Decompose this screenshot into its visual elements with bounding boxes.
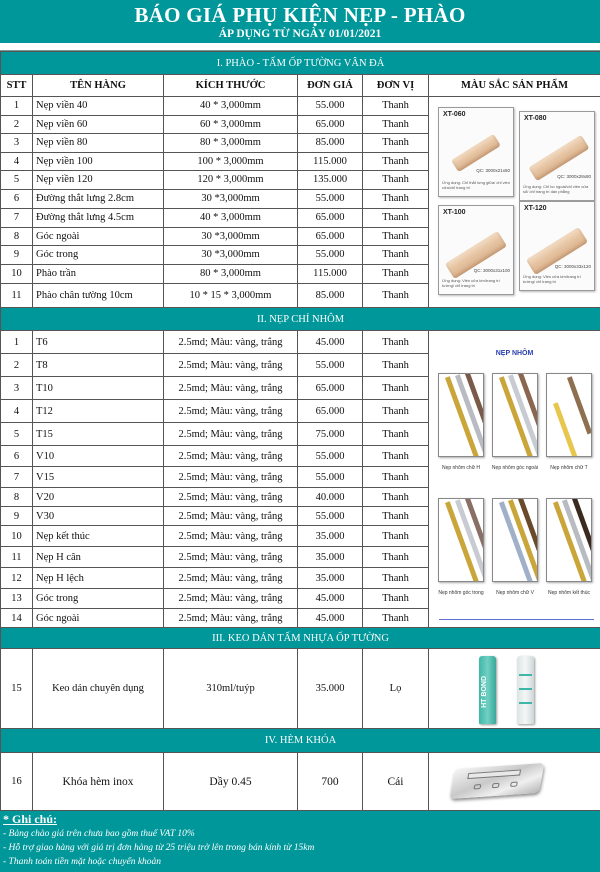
cell-size: 2.5md; Màu: vàng, trắng <box>164 568 298 589</box>
glue-tube-back <box>517 656 534 724</box>
cell-unit: Thanh <box>363 171 429 190</box>
section-2-table <box>0 307 600 629</box>
cell-name: Đường thắt lưng 2.8cm <box>33 189 164 208</box>
glue-tubes <box>429 650 600 728</box>
cell-price: 35.000 <box>298 547 363 568</box>
cell-stt: 11 <box>1 547 33 568</box>
cell-price: 55.000 <box>298 189 363 208</box>
aluminium-trim-images <box>429 331 600 629</box>
cell-unit: Thanh <box>363 400 429 423</box>
alu-label: Nẹp nhôm góc ngoài <box>491 464 539 471</box>
spacer <box>0 43 600 51</box>
column-header-row <box>1 75 600 97</box>
cell-stt: 15 <box>1 649 33 729</box>
cell-unit: Thanh <box>363 423 429 446</box>
cell-price: 75.000 <box>298 423 363 446</box>
cell-price: 45.000 <box>298 331 363 354</box>
notes-heading: * Ghi chú: <box>3 812 58 826</box>
card-qc: QC: 3000x33x120 <box>554 264 591 270</box>
cell-stt: 10 <box>1 264 33 283</box>
cell-name: Nẹp viền 120 <box>33 171 164 190</box>
cell-name: V30 <box>33 507 164 526</box>
product-card-xt080 <box>519 111 595 201</box>
cell-price: 35.000 <box>298 526 363 547</box>
cell-price: 55.000 <box>298 246 363 265</box>
section-header <box>1 308 600 331</box>
cell-unit: Thanh <box>363 152 429 171</box>
cell-stt: 13 <box>1 589 33 609</box>
cell-price: 700 <box>298 753 363 811</box>
cell-name: Đường thắt lưng 4.5cm <box>33 208 164 227</box>
cell-price: 85.000 <box>298 283 363 307</box>
cell-size: 310ml/tuýp <box>164 649 298 729</box>
section-3-table <box>0 627 600 729</box>
cell-size: 80 * 3,000mm <box>164 264 298 283</box>
cell-unit: Thanh <box>363 507 429 526</box>
cell-unit: Thanh <box>363 134 429 153</box>
cell-size: 2.5md; Màu: vàng, trắng <box>164 609 298 629</box>
cell-name: Góc ngoài <box>33 609 164 629</box>
cell-size: 2.5md; Màu: vàng, trắng <box>164 526 298 547</box>
cell-name: T10 <box>33 377 164 400</box>
note-line: - Thanh toán tiền mặt hoặc chuyển khoản <box>3 857 162 867</box>
product-color-images <box>429 97 600 308</box>
cell-price: 65.000 <box>298 400 363 423</box>
section-4-table <box>0 728 600 811</box>
alu-image-h <box>438 373 484 457</box>
cell-size: 60 * 3,000mm <box>164 115 298 134</box>
cell-stt: 7 <box>1 208 33 227</box>
col-unit: ĐƠN VỊ <box>363 75 429 97</box>
section-header <box>1 628 600 649</box>
cell-size: 2.5md; Màu: vàng, trắng <box>164 547 298 568</box>
gallery-title: NẸP NHÔM <box>495 349 534 357</box>
clip-plate <box>450 762 545 798</box>
cell-stt: 6 <box>1 189 33 208</box>
cell-stt: 3 <box>1 377 33 400</box>
cell-size: 2.5md; Màu: vàng, trắng <box>164 507 298 526</box>
cell-name: V10 <box>33 446 164 467</box>
cell-size: 100 * 3,000mm <box>164 152 298 171</box>
cell-stt: 10 <box>1 526 33 547</box>
cell-unit: Thanh <box>363 283 429 307</box>
cell-size: 2.5md; Màu: vàng, trắng <box>164 423 298 446</box>
cell-size: 2.5md; Màu: vàng, trắng <box>164 377 298 400</box>
cell-size: 2.5md; Màu: vàng, trắng <box>164 331 298 354</box>
col-stt: STT <box>1 75 33 97</box>
cell-name: T15 <box>33 423 164 446</box>
cell-unit: Thanh <box>363 331 429 354</box>
cell-size: 2.5md; Màu: vàng, trắng <box>164 446 298 467</box>
title-band <box>0 0 600 43</box>
card-qc: QC: 3000x21x60 <box>476 168 510 174</box>
card-usage: Ứng dụng: Viền cửa lớn/trang trí tường/ chỉ trang trí <box>523 274 581 285</box>
glue-image <box>429 649 600 729</box>
cell-name: Góc trong <box>33 589 164 609</box>
cell-size: 30 *3,000mm <box>164 246 298 265</box>
card-qc: QC: 3000x28x80 <box>557 174 591 180</box>
page-title: BÁO GIÁ PHỤ KIỆN NẸP - PHÀO <box>134 3 466 27</box>
cell-unit: Thanh <box>363 354 429 377</box>
col-color: MÀU SẮC SẢN PHẨM <box>429 75 600 97</box>
cell-name: Keo dán chuyên dụng <box>33 649 164 729</box>
table-row <box>1 97 600 116</box>
cell-stt: 14 <box>1 609 33 629</box>
cell-name: Nẹp kết thúc <box>33 526 164 547</box>
cell-size: 80 * 3,000mm <box>164 134 298 153</box>
cell-stt: 5 <box>1 171 33 190</box>
cell-size: 120 * 3,000mm <box>164 171 298 190</box>
cell-price: 40.000 <box>298 488 363 507</box>
cell-stt: 3 <box>1 134 33 153</box>
table-row <box>1 649 600 729</box>
col-size: KÍCH THƯỚC <box>164 75 298 97</box>
cell-stt: 4 <box>1 152 33 171</box>
card-code: XT-100 <box>443 209 466 217</box>
product-card-xt100 <box>438 205 514 295</box>
cell-unit: Cái <box>363 753 429 811</box>
alu-image-end <box>546 498 592 582</box>
cell-name: Nẹp H cân <box>33 547 164 568</box>
alu-label: Nẹp nhôm chữ H <box>441 464 481 471</box>
cell-size: 2.5md; Màu: vàng, trắng <box>164 467 298 488</box>
card-code: XT-080 <box>524 115 547 123</box>
cell-name: Phào chân tường 10cm <box>33 283 164 307</box>
cell-size: 40 * 3,000mm <box>164 97 298 116</box>
cell-price: 55.000 <box>298 446 363 467</box>
cell-price: 45.000 <box>298 609 363 629</box>
cell-unit: Thanh <box>363 446 429 467</box>
cell-name: Nẹp viền 40 <box>33 97 164 116</box>
cell-size: 2.5md; Màu: vàng, trắng <box>164 354 298 377</box>
cell-name: Góc ngoài <box>33 227 164 246</box>
cell-unit: Thanh <box>363 568 429 589</box>
card-usage: Ứng dụng: Chỉ thắt lưng giữa/ chỉ viền cửa/chỉ trang trí <box>442 180 510 191</box>
section-4-title: IV. HÈM KHÓA <box>1 729 600 753</box>
cell-unit: Thanh <box>363 547 429 568</box>
section-1-title: I. PHÀO - TẤM ỐP TƯỜNG VÂN ĐÁ <box>1 52 600 75</box>
card-qc: QC: 3000x31x100 <box>473 268 510 274</box>
cell-price: 35.000 <box>298 649 363 729</box>
note-line: - Hỗ trợ giao hàng với giá trị đơn hàng từ 25 triệu trở lên trong bán kính từ 15km <box>3 843 315 853</box>
cell-size: 10 * 15 * 3,000mm <box>164 283 298 307</box>
alu-label: Nẹp nhôm chữ V <box>496 589 534 596</box>
cell-unit: Thanh <box>363 377 429 400</box>
cell-size: 2.5md; Màu: vàng, trắng <box>164 488 298 507</box>
cell-stt: 12 <box>1 568 33 589</box>
cell-stt: 4 <box>1 400 33 423</box>
cell-price: 35.000 <box>298 568 363 589</box>
note-line: - Bảng chào giá trên chưa bao gồm thuế VAT 10% <box>3 829 195 839</box>
cell-unit: Thanh <box>363 115 429 134</box>
cell-stt: 1 <box>1 97 33 116</box>
lock-clip-image <box>429 753 600 811</box>
cell-unit: Thanh <box>363 526 429 547</box>
cell-price: 55.000 <box>298 354 363 377</box>
cell-unit: Thanh <box>363 227 429 246</box>
cell-size: 2.5md; Màu: vàng, trắng <box>164 589 298 609</box>
cell-unit: Thanh <box>363 208 429 227</box>
cell-stt: 16 <box>1 753 33 811</box>
section-3-title: III. KEO DÁN TẤM NHỰA ỐP TƯỜNG <box>1 628 600 649</box>
cell-stt: 11 <box>1 283 33 307</box>
card-usage: Ứng dụng: Viền cửa lớn/trang trí tường/ chỉ trang trí <box>442 278 500 289</box>
col-name: TÊN HÀNG <box>33 75 164 97</box>
cell-size: 30 *3,000mm <box>164 227 298 246</box>
cell-size: 40 * 3,000mm <box>164 208 298 227</box>
lock-clip <box>429 754 600 810</box>
cell-size: 2.5md; Màu: vàng, trắng <box>164 400 298 423</box>
cell-unit: Thanh <box>363 488 429 507</box>
cell-unit: Thanh <box>363 467 429 488</box>
table-row <box>1 753 600 811</box>
card-code: XT-120 <box>524 205 547 213</box>
alu-image-outer-corner <box>492 373 538 457</box>
cell-price: 85.000 <box>298 134 363 153</box>
cell-price: 45.000 <box>298 589 363 609</box>
stone-molding-cards <box>429 97 600 306</box>
cell-unit: Thanh <box>363 589 429 609</box>
section-header <box>1 729 600 753</box>
cell-price: 115.000 <box>298 152 363 171</box>
cell-price: 65.000 <box>298 227 363 246</box>
cell-size: Dầy 0.45 <box>164 753 298 811</box>
cell-stt: 2 <box>1 115 33 134</box>
divider <box>439 619 594 620</box>
cell-name: Nẹp viền 100 <box>33 152 164 171</box>
product-card-xt060 <box>438 107 514 197</box>
cell-stt: 8 <box>1 488 33 507</box>
molding-image <box>451 134 501 172</box>
product-card-xt120 <box>519 201 595 291</box>
cell-name: T6 <box>33 331 164 354</box>
alu-image-t <box>546 373 592 457</box>
cell-name: Phào trần <box>33 264 164 283</box>
cell-price: 55.000 <box>298 97 363 116</box>
cell-unit: Thanh <box>363 97 429 116</box>
cell-name: Nẹp viền 60 <box>33 115 164 134</box>
cell-size: 30 *3,000mm <box>164 189 298 208</box>
glue-tube-front: HT BOND <box>479 656 496 724</box>
cell-price: 65.000 <box>298 208 363 227</box>
cell-stt: 5 <box>1 423 33 446</box>
alu-label: Nẹp nhôm góc trong <box>438 589 484 596</box>
cell-stt: 1 <box>1 331 33 354</box>
cell-name: Khóa hèm inox <box>33 753 164 811</box>
cell-stt: 6 <box>1 446 33 467</box>
cell-name: Góc trong <box>33 246 164 265</box>
col-price: ĐƠN GIÁ <box>298 75 363 97</box>
alu-label: Nẹp nhôm kết thúc <box>548 589 590 596</box>
cell-name: V15 <box>33 467 164 488</box>
aluminium-gallery <box>429 332 600 628</box>
cell-unit: Thanh <box>363 189 429 208</box>
cell-price: 65.000 <box>298 377 363 400</box>
section-1-table <box>0 51 600 308</box>
cell-name: V20 <box>33 488 164 507</box>
cell-stt: 7 <box>1 467 33 488</box>
cell-stt: 9 <box>1 507 33 526</box>
page-subtitle: ÁP DỤNG TỪ NGÀY 01/01/2021 <box>218 28 382 40</box>
cell-price: 55.000 <box>298 507 363 526</box>
cell-name: Nẹp H lệch <box>33 568 164 589</box>
cell-price: 135.000 <box>298 171 363 190</box>
cell-price: 55.000 <box>298 467 363 488</box>
cell-stt: 8 <box>1 227 33 246</box>
section-2-title: II. NẸP CHỈ NHÔM <box>1 308 600 331</box>
card-code: XT-060 <box>443 111 466 119</box>
cell-price: 115.000 <box>298 264 363 283</box>
cell-unit: Lọ <box>363 649 429 729</box>
cell-stt: 9 <box>1 246 33 265</box>
alu-label: Nẹp nhôm chữ T <box>550 464 588 471</box>
alu-image-inner-corner <box>438 498 484 582</box>
cell-unit: Thanh <box>363 609 429 629</box>
cell-unit: Thanh <box>363 246 429 265</box>
cell-name: T8 <box>33 354 164 377</box>
cell-price: 65.000 <box>298 115 363 134</box>
cell-name: T12 <box>33 400 164 423</box>
cell-unit: Thanh <box>363 264 429 283</box>
card-usage: Ứng dụng: Chỉ bo ngoài/chỉ viền cửa sổ/ chỉ trang trí dán phẳng <box>523 184 589 195</box>
cell-stt: 2 <box>1 354 33 377</box>
table-row <box>1 331 600 354</box>
notes-panel <box>0 811 600 872</box>
alu-image-v <box>492 498 538 582</box>
cell-name: Nẹp viền 80 <box>33 134 164 153</box>
section-header <box>1 52 600 75</box>
